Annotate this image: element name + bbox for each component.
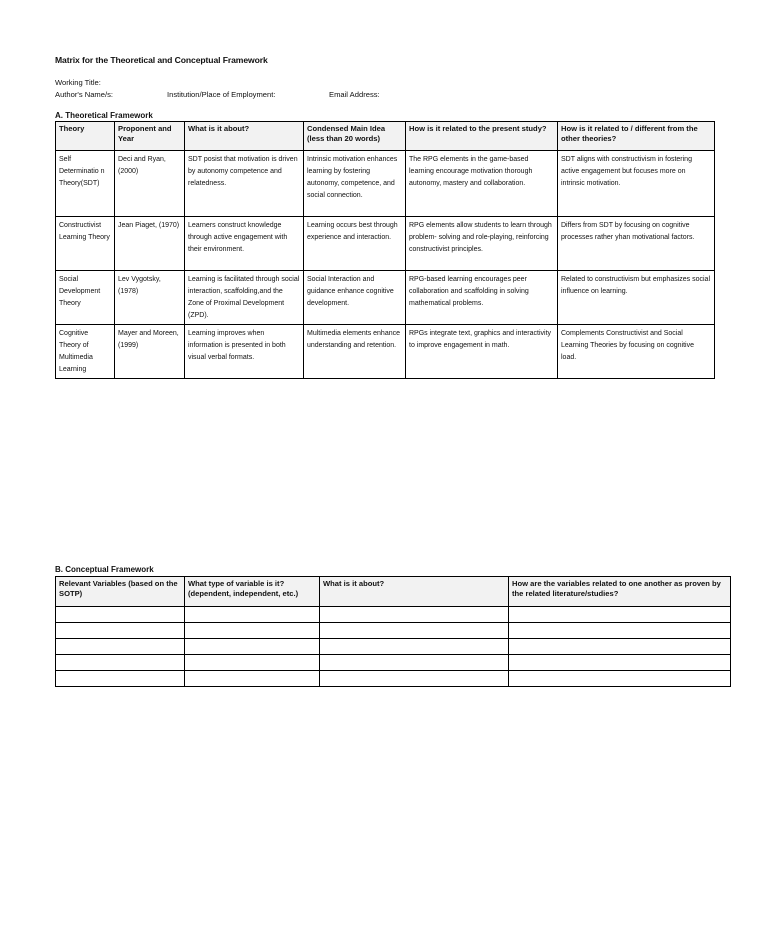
table-row	[56, 671, 731, 687]
table-header-row	[56, 122, 715, 151]
theoretical-framework-heading: A. Theoretical Framework	[55, 111, 153, 120]
table-cell[interactable]	[320, 639, 509, 655]
table-cell[interactable]	[56, 655, 185, 671]
table-cell[interactable]	[185, 607, 320, 623]
proponent-cell: Lev Vygotsky, (1978)	[115, 271, 185, 325]
header-cell: Condensed Main Idea (less than 20 words)	[304, 122, 406, 151]
theory-cell: Social Development Theory	[56, 271, 115, 325]
table-cell[interactable]	[185, 655, 320, 671]
table-header-row	[56, 577, 731, 607]
table-cell[interactable]	[185, 671, 320, 687]
table-cell[interactable]	[185, 639, 320, 655]
table-cell[interactable]	[509, 623, 731, 639]
relation-theories-cell: Differs from SDT by focusing on cognitive processes rather yhan motivational factors.	[558, 217, 715, 271]
table-cell[interactable]	[56, 623, 185, 639]
table-cell[interactable]	[509, 671, 731, 687]
table-row	[56, 151, 715, 217]
about-cell: Learning is facilitated through social interaction, scaffolding,and the Zone of Proximal Development (ZPD).	[185, 271, 304, 325]
working-title-label: Working Title:	[55, 78, 101, 87]
authors-label: Author's Name/s:	[55, 90, 114, 99]
table-cell[interactable]	[320, 623, 509, 639]
about-cell: Learners construct knowledge through active engagement with their environment.	[185, 217, 304, 271]
header-cell: How is it related to / different from the other theories?	[558, 122, 715, 151]
theory-cell: Constructivist Learning Theory	[56, 217, 115, 271]
header-cell: Proponent and Year	[115, 122, 185, 151]
table-cell[interactable]	[185, 623, 320, 639]
email-label: Email Address:	[329, 90, 380, 99]
table-cell[interactable]	[509, 607, 731, 623]
theoretical-framework-table	[55, 121, 715, 379]
table-cell[interactable]	[56, 607, 185, 623]
header-cell: What type of variable is it? (dependent, independent, etc.)	[185, 577, 320, 607]
header-cell: Relevant Variables (based on the SOTP)	[56, 577, 185, 607]
table-row	[56, 217, 715, 271]
proponent-cell: Mayer and Moreen,(1999)	[115, 325, 185, 379]
relation-theories-cell: Complements Constructivist and Social Learning Theories by focusing on cognitive load.	[558, 325, 715, 379]
theory-cell: Self Determinatio n Theory(SDT)	[56, 151, 115, 217]
proponent-cell: Deci and Ryan,(2000)	[115, 151, 185, 217]
relation-study-cell: RPGs integrate text, graphics and interactivity to improve engagement in math.	[406, 325, 558, 379]
author-info-row	[55, 90, 655, 99]
relation-study-cell: RPG elements allow students to learn through problem- solving and role-playing, reinforcing constructivist principles.	[406, 217, 558, 271]
relation-theories-cell: Related to constructivism but emphasizes social influence on learning.	[558, 271, 715, 325]
institution-label: Institution/Place of Employment:	[167, 90, 276, 99]
table-cell[interactable]	[56, 671, 185, 687]
document-title: Matrix for the Theoretical and Conceptual Framework	[55, 55, 268, 65]
header-cell: What is it about?	[320, 577, 509, 607]
about-cell: Learning improves when information is presented in both visual verbal formats.	[185, 325, 304, 379]
main-idea-cell: Multimedia elements enhance understanding and retention.	[304, 325, 406, 379]
table-row	[56, 607, 731, 623]
relation-study-cell: The RPG elements in the game-based learning encourage motivation thorough autonomy, mastery and collaboration.	[406, 151, 558, 217]
table-row	[56, 271, 715, 325]
table-row	[56, 325, 715, 379]
header-cell: What is it about?	[185, 122, 304, 151]
conceptual-framework-table	[55, 576, 731, 687]
header-cell: How is it related to the present study?	[406, 122, 558, 151]
relation-theories-cell: SDT aligns with constructivism in fostering active engagement but focuses more on intrinsic motivation.	[558, 151, 715, 217]
main-idea-cell: Intrinsic motivation enhances learning by fostering autonomy, competence, and social connection.	[304, 151, 406, 217]
table-row	[56, 639, 731, 655]
table-row	[56, 623, 731, 639]
proponent-cell: Jean Piaget, (1970)	[115, 217, 185, 271]
table-cell[interactable]	[509, 639, 731, 655]
about-cell: SDT posist that motivation is driven by autonomy competence and relatedness.	[185, 151, 304, 217]
table-cell[interactable]	[509, 655, 731, 671]
header-cell: How are the variables related to one another as proven by the related literature/studies?	[509, 577, 731, 607]
header-cell: Theory	[56, 122, 115, 151]
table-cell[interactable]	[56, 639, 185, 655]
main-idea-cell: Social Interaction and guidance enhance cognitive development.	[304, 271, 406, 325]
conceptual-framework-heading: B. Conceptual Framework	[55, 565, 154, 574]
relation-study-cell: RPG-based learning encourages peer collaboration and scaffolding in solving mathematical problems.	[406, 271, 558, 325]
table-cell[interactable]	[320, 607, 509, 623]
table-cell[interactable]	[320, 671, 509, 687]
theory-cell: Cognitive Theory of Multimedia Learning	[56, 325, 115, 379]
table-row	[56, 655, 731, 671]
main-idea-cell: Learning occurs best through experience and interaction.	[304, 217, 406, 271]
table-cell[interactable]	[320, 655, 509, 671]
